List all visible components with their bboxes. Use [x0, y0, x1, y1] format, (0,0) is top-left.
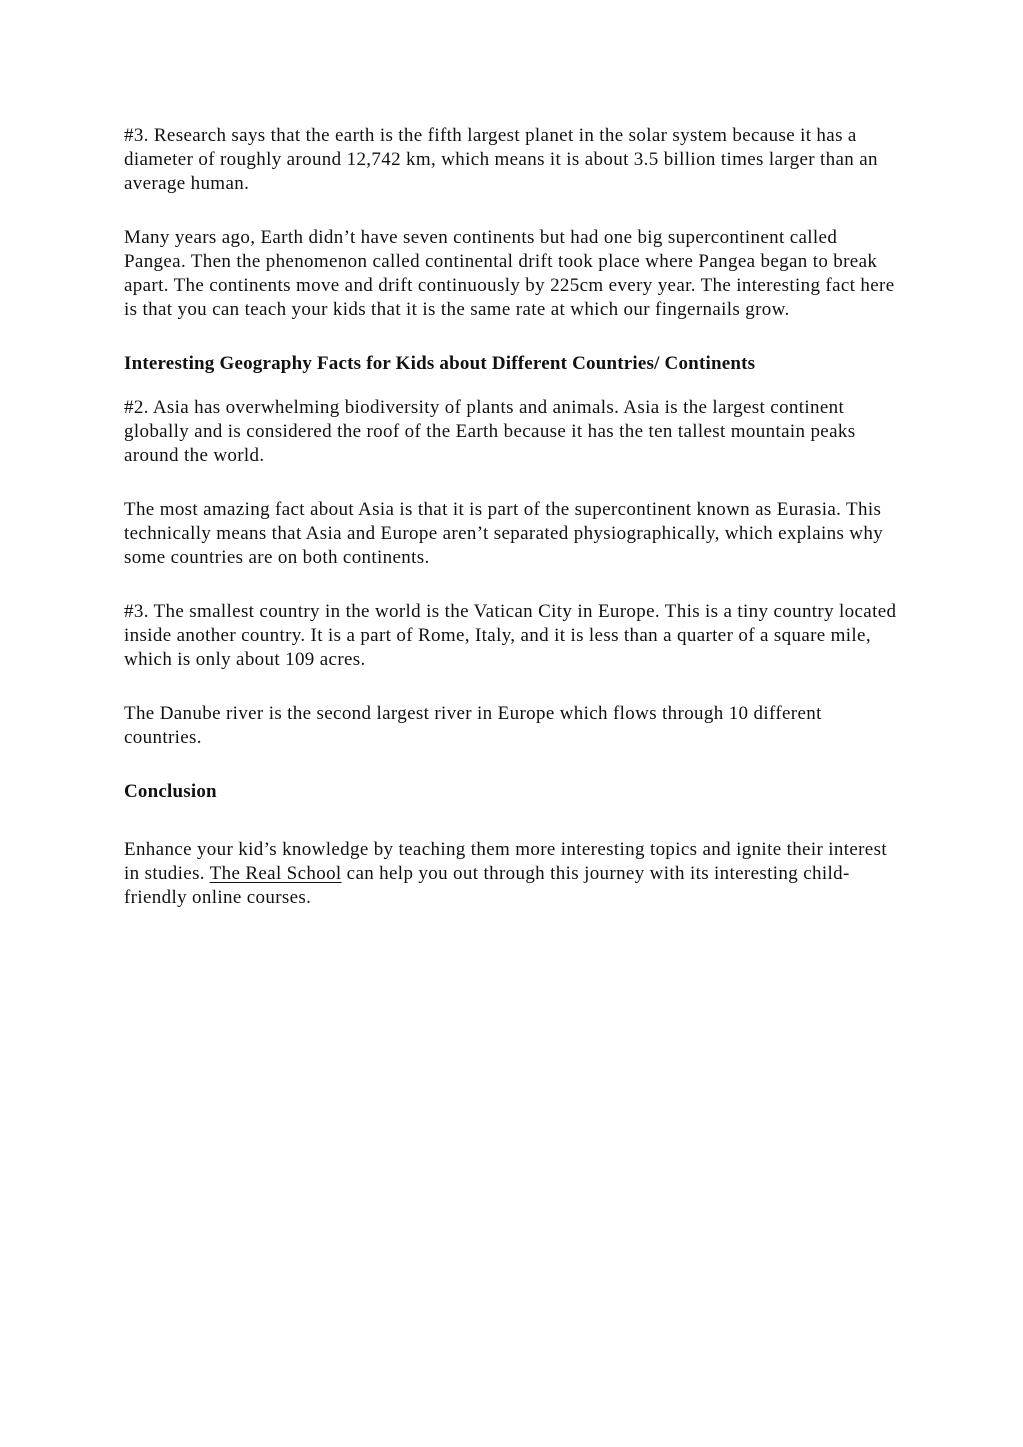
paragraph-eurasia: The most amazing fact about Asia is that it is part of the supercontinent known as Eurasia. This technically means that Asia and Europe aren’t separated physiographically, which explains why some countries are on both continents. [124, 499, 884, 568]
paragraph-vatican-city: #3. The smallest country in the world is the Vatican City in Europe. This is a tiny country located inside another country. It is a part of Rome, Italy, and it is less than a quarter of a square mile, which is only about 109 acres. [124, 601, 897, 670]
section-heading-countries-continents: Interesting Geography Facts for Kids about Different Countries/ Continents [124, 353, 756, 374]
paragraph-pangea: Many years ago, Earth didn’t have seven continents but had one big supercontinent called Pangea. Then the phenomenon called continental drift took place where Pangea began to break apart. The continents move and drift continuously by 225cm every year. The interesting fact here is that you can teach your kids that it is the same rate at which our fingernails grow. [124, 227, 895, 320]
paragraph-conclusion [124, 838, 900, 910]
section-heading-conclusion: Conclusion [124, 781, 217, 802]
paragraph-earth-size: #3. Research says that the earth is the fifth largest planet in the solar system because it has a diameter of roughly around 12,742 km, which means it is about 3.5 billion times larger than an average human. [124, 125, 878, 194]
paragraph-asia-biodiversity: #2. Asia has overwhelming biodiversity of plants and animals. Asia is the largest continent globally and is considered the roof of the Earth because it has the ten tallest mountain peaks around the world. [124, 397, 856, 466]
conclusion-text-end: can help you out through this journey with its interesting child-friendly online courses. [124, 863, 850, 908]
conclusion-text-start: Enhance your kid’s knowledge by teaching them more interesting topics and ignite their interest in studies. [124, 839, 887, 884]
the-real-school-link[interactable]: The Real School [209, 863, 342, 884]
paragraph-danube: The Danube river is the second largest river in Europe which flows through 10 different countries. [124, 703, 822, 748]
document-body [124, 124, 900, 910]
